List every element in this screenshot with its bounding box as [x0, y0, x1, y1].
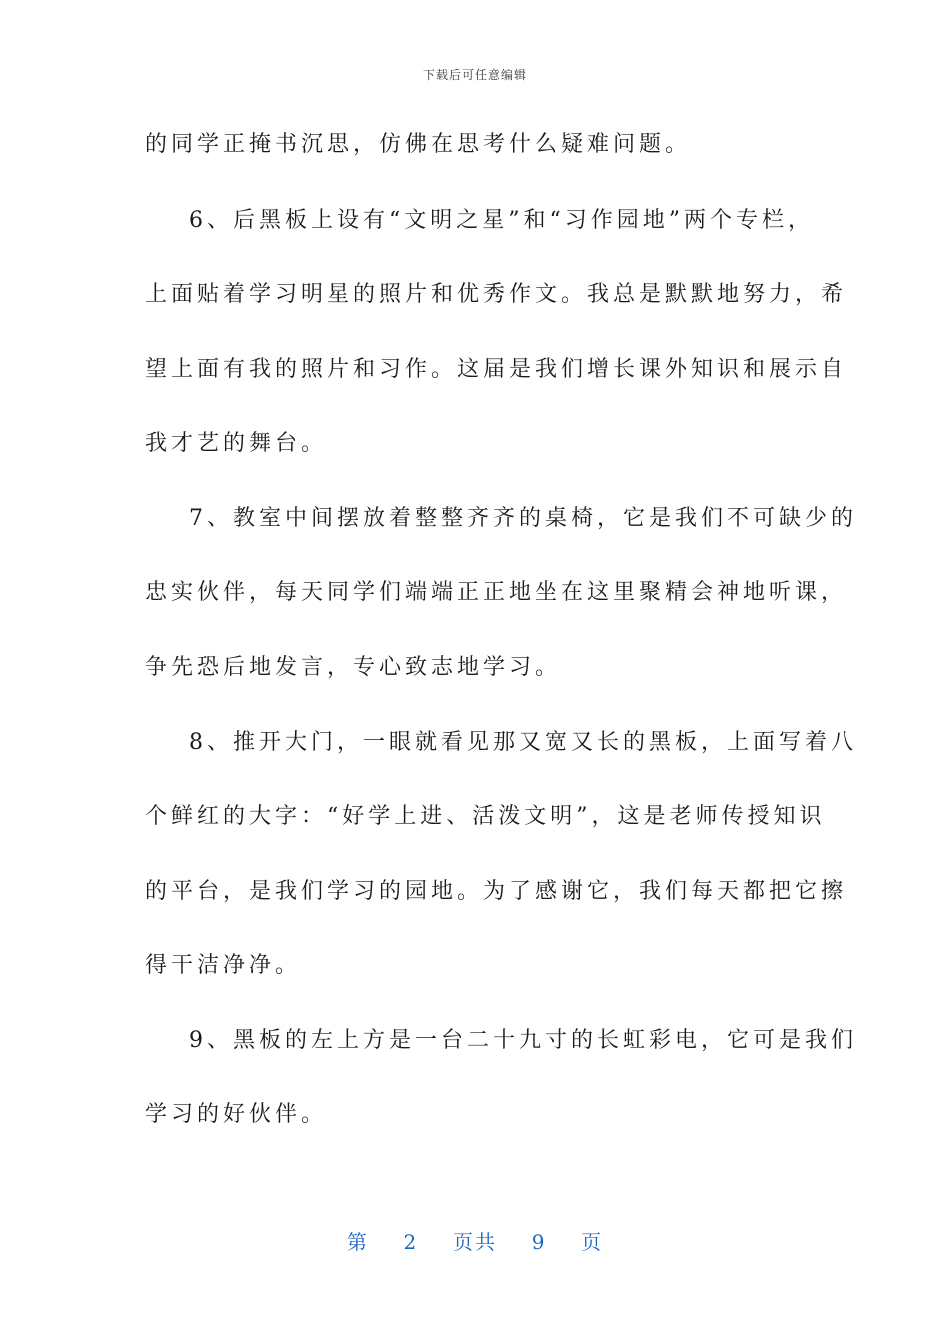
- page-footer: [0, 1226, 950, 1255]
- footer-suffix: 页: [581, 1230, 604, 1254]
- body-line: 望上面有我的照片和习作。这届是我们增长课外知识和展示自: [145, 357, 848, 382]
- body-line: 争先恐后地发言，专心致志地学习。: [145, 655, 562, 680]
- body-line: 得干洁净净。: [145, 953, 302, 978]
- body-line: 我才艺的舞台。: [145, 431, 328, 456]
- body-line: 9、黑板的左上方是一台二十九寸的长虹彩电，它可是我们: [145, 1028, 857, 1053]
- body-line: 的平台，是我们学习的园地。为了感谢它，我们每天都把它擦: [145, 879, 848, 904]
- footer-middle: 页共: [453, 1230, 497, 1254]
- page-header-note: 下载后可任意编辑: [422, 68, 527, 82]
- body-line: 的同学正掩书沉思，仿佛在思考什么疑难问题。: [145, 132, 692, 157]
- body-line: 7、教室中间摆放着整整齐齐的桌椅，它是我们不可缺少的: [145, 506, 857, 531]
- total-pages-number: 9: [531, 1230, 547, 1254]
- body-line: 个鲜红的大字：“好学上进、活泼文明”，这是老师传授知识: [145, 804, 826, 829]
- body-line: 学习的好伙伴。: [145, 1102, 328, 1127]
- footer-prefix: 第: [346, 1230, 369, 1254]
- body-line: 上面贴着学习明星的照片和优秀作文。我总是默默地努力，希: [145, 282, 848, 307]
- body-line: 6、后黑板上设有“文明之星”和“习作园地”两个专栏，: [145, 208, 814, 233]
- body-line: 忠实伙伴，每天同学们端端正正地坐在这里聚精会神地听课，: [145, 580, 848, 605]
- current-page-number: 2: [403, 1230, 419, 1254]
- body-line: 8、推开大门，一眼就看见那又宽又长的黑板，上面写着八: [145, 730, 857, 755]
